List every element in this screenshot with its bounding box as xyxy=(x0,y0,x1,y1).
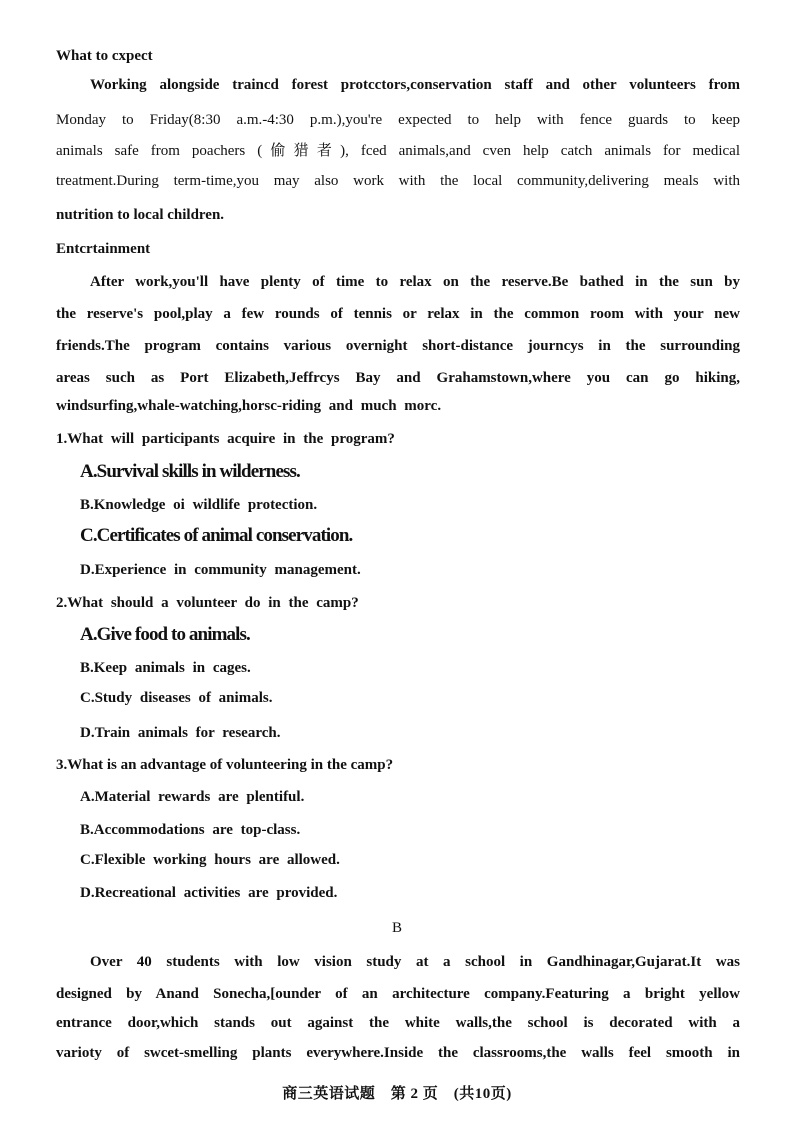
question-2-stem: 2.What should a volunteer do in the camp? xyxy=(56,595,359,611)
question-2-option-d: D.Train animals for research. xyxy=(80,725,281,741)
entertainment-line-5: windsurfing,whale-watching,horsc-riding and much morc. xyxy=(56,398,442,414)
question-1-stem: 1.What will participants acquire in the program? xyxy=(56,431,395,447)
expect-line-5: nutrition to local children. xyxy=(56,207,225,223)
question-1-option-c: C.Certificates of animal conservation. xyxy=(80,525,353,546)
expect-line-4: treatment.During term-time,you may also work with the local community,delivering meals with xyxy=(56,173,740,189)
expect-line-3: animals safe from poachers (偷猎者), fced animals,and cven help catch animals for medical xyxy=(56,143,740,159)
question-3-stem: 3.What is an advantage of volunteering in the camp? xyxy=(56,757,394,773)
passage-b-label: B xyxy=(391,920,402,936)
question-3-option-d: D.Recreational activities are provided. xyxy=(80,885,338,901)
entertainment-line-1: After work,you'll have plenty of time to relax on the reserve.Be bathed in the sun by xyxy=(90,274,740,290)
expect-line-2: Monday to Friday(8:30 a.m.-4:30 p.m.),you're expected to help with fence guards to keep xyxy=(56,112,740,128)
page-footer: 商三英语试题 第 2 页 (共10页) xyxy=(282,1086,512,1102)
question-3-option-a: A.Material rewards are plentiful. xyxy=(80,789,305,805)
entertainment-line-3: friends.The program contains various overnight short-distance journcys in the surrounding xyxy=(56,338,740,354)
entertainment-line-4: areas such as Port Elizabeth,Jeffrcys Bay and Grahamstown,where you can go hiking, xyxy=(56,370,740,386)
question-2-option-a: A.Give food to animals. xyxy=(80,624,250,645)
passage-b-line-1: Over 40 students with low vision study at a school in Gandhinagar,Gujarat.It was xyxy=(90,954,740,970)
passage-b-line-2: designed by Anand Sonecha,[ounder of an architecture company.Featuring a bright yellow xyxy=(56,986,740,1002)
question-1-option-a: A.Survival skills in wilderness. xyxy=(80,461,300,482)
section-heading-expect: What to cxpect xyxy=(56,48,153,64)
question-1-option-d: D.Experience in community management. xyxy=(80,562,361,578)
question-1-option-b: B.Knowledge oi wildlife protection. xyxy=(80,497,318,513)
section-heading-entertainment: Entcrtainment xyxy=(56,241,151,257)
question-2-option-c: C.Study diseases of animals. xyxy=(80,690,273,706)
question-3-option-c: C.Flexible working hours are allowed. xyxy=(80,852,340,868)
entertainment-line-2: the reserve's pool,play a few rounds of tennis or relax in the common room with your new xyxy=(56,306,740,322)
question-2-option-b: B.Keep animals in cages. xyxy=(80,660,251,676)
passage-b-line-3: entrance door,which stands out against the white walls,the school is decorated with a xyxy=(56,1015,740,1031)
passage-b-line-4: varioty of swcet-smelling plants everywhere.Inside the classrooms,the walls feel smooth in xyxy=(56,1045,740,1061)
expect-line-1: Working alongside traincd forest protcctors,conservation staff and other volunteers from xyxy=(90,77,740,93)
question-3-option-b: B.Accommodations are top-class. xyxy=(80,822,301,838)
